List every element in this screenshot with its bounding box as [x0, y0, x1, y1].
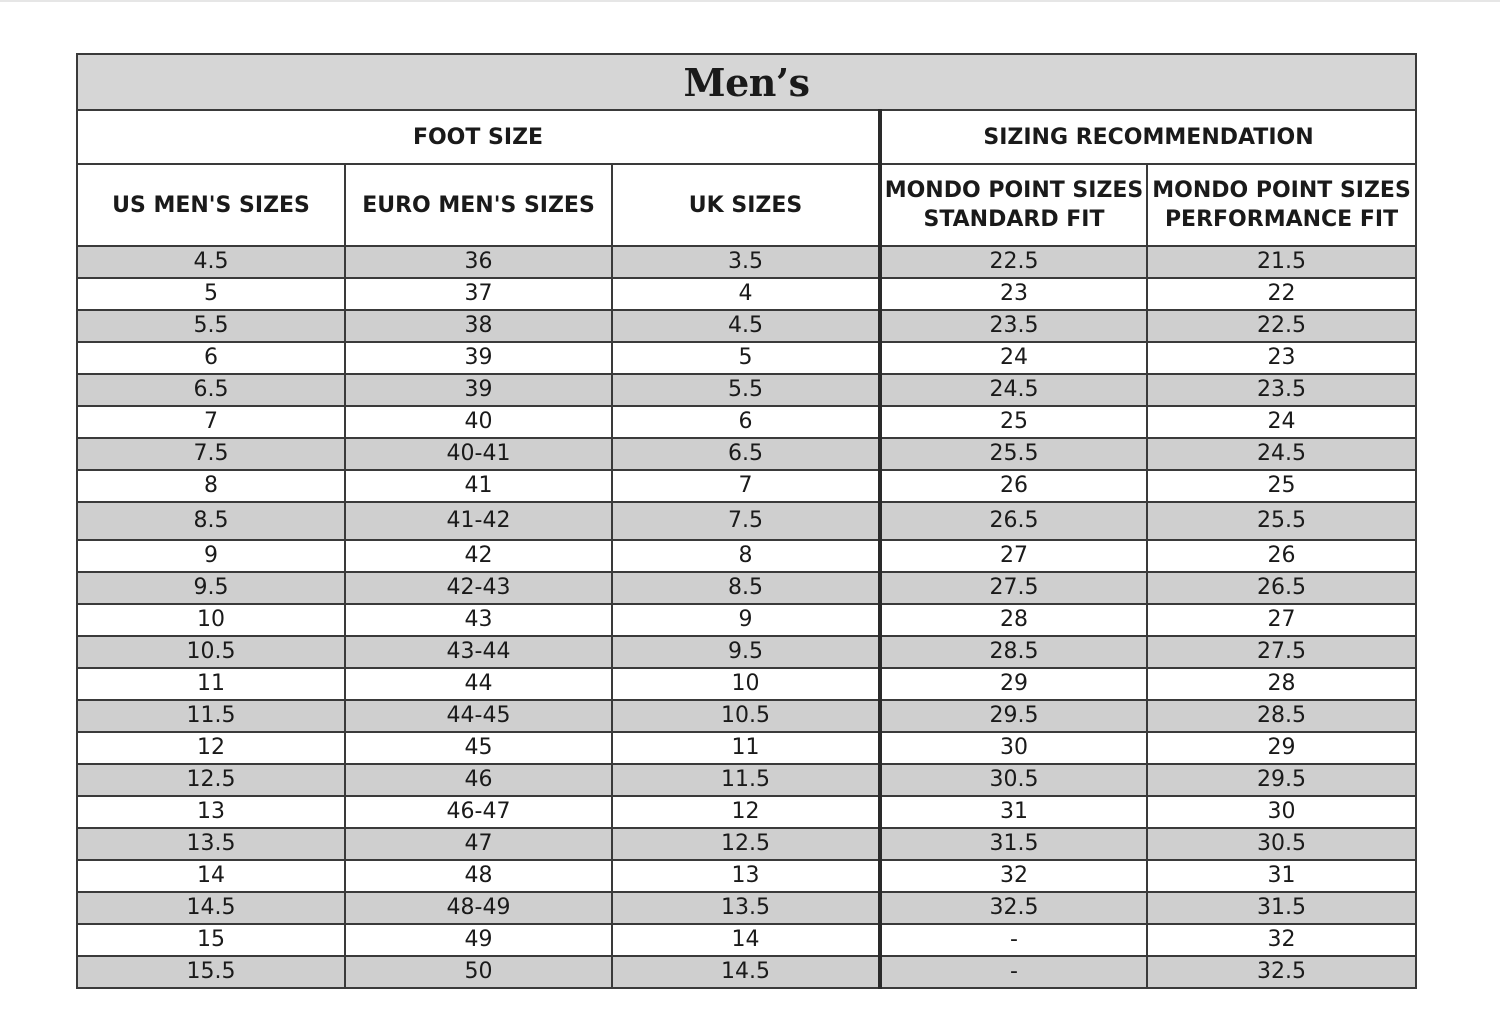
table-row [77, 796, 1416, 828]
mondo-performance-cell: 25 [1147, 470, 1416, 502]
mondo-performance-cell: 23 [1147, 342, 1416, 374]
us-size-cell: 6.5 [77, 374, 345, 406]
mondo-standard-cell: 23.5 [880, 310, 1147, 342]
euro-size-cell: 39 [345, 342, 612, 374]
mondo-standard-cell: 32.5 [880, 892, 1147, 924]
mondo-performance-cell: 22.5 [1147, 310, 1416, 342]
uk-size-cell: 6 [612, 406, 880, 438]
foot-size-header: FOOT SIZE [77, 110, 880, 164]
us-size-cell: 14 [77, 860, 345, 892]
mondo-performance-cell: 26.5 [1147, 572, 1416, 604]
uk-size-cell: 5 [612, 342, 880, 374]
table-row [77, 732, 1416, 764]
euro-size-cell: 42 [345, 540, 612, 572]
table-row [77, 572, 1416, 604]
table-row [77, 310, 1416, 342]
us-sizes-header: US MEN'S SIZES [77, 164, 345, 246]
mondo-performance-cell: 30 [1147, 796, 1416, 828]
mondo-performance-cell: 28 [1147, 668, 1416, 700]
uk-size-cell: 14 [612, 924, 880, 956]
mondo-performance-cell: 26 [1147, 540, 1416, 572]
mondo-standard-cell: 25 [880, 406, 1147, 438]
euro-size-cell: 44 [345, 668, 612, 700]
us-size-cell: 13.5 [77, 828, 345, 860]
us-size-cell: 9 [77, 540, 345, 572]
us-size-cell: 11 [77, 668, 345, 700]
mondo-standard-header [880, 164, 1147, 246]
mondo-performance-cell: 27 [1147, 604, 1416, 636]
euro-size-cell: 48 [345, 860, 612, 892]
uk-size-cell: 5.5 [612, 374, 880, 406]
table-row [77, 246, 1416, 278]
us-size-cell: 13 [77, 796, 345, 828]
mondo-performance-cell: 24.5 [1147, 438, 1416, 470]
euro-size-cell: 46 [345, 764, 612, 796]
euro-size-cell: 40 [345, 406, 612, 438]
uk-size-cell: 10.5 [612, 700, 880, 732]
table-row [77, 892, 1416, 924]
mondo-standard-cell: 29 [880, 668, 1147, 700]
mondo-standard-cell: 27 [880, 540, 1147, 572]
mondo-standard-cell: 27.5 [880, 572, 1147, 604]
table-row [77, 406, 1416, 438]
euro-size-cell: 42-43 [345, 572, 612, 604]
table-row [77, 636, 1416, 668]
table-row [77, 540, 1416, 572]
mondo-standard-cell: 26 [880, 470, 1147, 502]
mondo-standard-cell: 28 [880, 604, 1147, 636]
mondo-standard-cell: - [880, 924, 1147, 956]
table-row [77, 470, 1416, 502]
table-row [77, 668, 1416, 700]
uk-size-cell: 10 [612, 668, 880, 700]
table-row [77, 700, 1416, 732]
mondo-standard-cell: 24.5 [880, 374, 1147, 406]
euro-size-cell: 38 [345, 310, 612, 342]
mondo-standard-cell: 32 [880, 860, 1147, 892]
mondo-standard-header-line1: MONDO POINT SIZES [884, 178, 1144, 203]
euro-size-cell: 40-41 [345, 438, 612, 470]
mondo-performance-cell: 25.5 [1147, 502, 1416, 540]
euro-size-cell: 48-49 [345, 892, 612, 924]
uk-size-cell: 9 [612, 604, 880, 636]
mondo-standard-cell: 26.5 [880, 502, 1147, 540]
us-size-cell: 15.5 [77, 956, 345, 988]
table-row [77, 342, 1416, 374]
uk-size-cell: 6.5 [612, 438, 880, 470]
size-rows [77, 246, 1416, 988]
table-row [77, 764, 1416, 796]
euro-sizes-header: EURO MEN'S SIZES [345, 164, 612, 246]
table-row [77, 956, 1416, 988]
mondo-performance-cell: 32 [1147, 924, 1416, 956]
us-size-cell: 5 [77, 278, 345, 310]
table-row [77, 828, 1416, 860]
mondo-standard-cell: 23 [880, 278, 1147, 310]
mondo-standard-cell: 29.5 [880, 700, 1147, 732]
euro-size-cell: 43-44 [345, 636, 612, 668]
euro-size-cell: 45 [345, 732, 612, 764]
mondo-performance-cell: 28.5 [1147, 700, 1416, 732]
euro-size-cell: 41 [345, 470, 612, 502]
euro-size-cell: 47 [345, 828, 612, 860]
mondo-standard-header-line2: STANDARD FIT [923, 207, 1105, 232]
mondo-standard-cell: 30 [880, 732, 1147, 764]
mondo-performance-header-line2: PERFORMANCE FIT [1164, 207, 1399, 232]
uk-size-cell: 9.5 [612, 636, 880, 668]
us-size-cell: 12 [77, 732, 345, 764]
mondo-performance-cell: 30.5 [1147, 828, 1416, 860]
mondo-performance-cell: 22 [1147, 278, 1416, 310]
us-size-cell: 10.5 [77, 636, 345, 668]
chart-title: Men’s [77, 54, 1416, 110]
mondo-standard-cell: 31.5 [880, 828, 1147, 860]
mondo-performance-header-line1: MONDO POINT SIZES [1152, 178, 1411, 203]
sizing-recommendation-header: SIZING RECOMMENDATION [880, 110, 1416, 164]
uk-size-cell: 12.5 [612, 828, 880, 860]
uk-size-cell: 8 [612, 540, 880, 572]
us-size-cell: 11.5 [77, 700, 345, 732]
euro-size-cell: 37 [345, 278, 612, 310]
mondo-performance-cell: 29 [1147, 732, 1416, 764]
uk-size-cell: 4.5 [612, 310, 880, 342]
table-row [77, 924, 1416, 956]
us-size-cell: 8.5 [77, 502, 345, 540]
us-size-cell: 5.5 [77, 310, 345, 342]
mondo-performance-cell: 27.5 [1147, 636, 1416, 668]
mondo-standard-cell: 30.5 [880, 764, 1147, 796]
mondo-performance-cell: 23.5 [1147, 374, 1416, 406]
us-size-cell: 10 [77, 604, 345, 636]
us-size-cell: 9.5 [77, 572, 345, 604]
us-size-cell: 14.5 [77, 892, 345, 924]
euro-size-cell: 46-47 [345, 796, 612, 828]
mondo-performance-cell: 32.5 [1147, 956, 1416, 988]
euro-size-cell: 36 [345, 246, 612, 278]
euro-size-cell: 43 [345, 604, 612, 636]
euro-size-cell: 49 [345, 924, 612, 956]
mondo-performance-cell: 31 [1147, 860, 1416, 892]
mondo-performance-cell: 21.5 [1147, 246, 1416, 278]
mondo-standard-cell: 24 [880, 342, 1147, 374]
mondo-standard-cell: 28.5 [880, 636, 1147, 668]
mens-size-chart [76, 53, 1417, 989]
uk-size-cell: 14.5 [612, 956, 880, 988]
mondo-performance-cell: 31.5 [1147, 892, 1416, 924]
uk-size-cell: 11 [612, 732, 880, 764]
us-size-cell: 7 [77, 406, 345, 438]
us-size-cell: 12.5 [77, 764, 345, 796]
mondo-standard-cell: 31 [880, 796, 1147, 828]
euro-size-cell: 39 [345, 374, 612, 406]
us-size-cell: 15 [77, 924, 345, 956]
us-size-cell: 7.5 [77, 438, 345, 470]
table-row [77, 438, 1416, 470]
uk-size-cell: 7 [612, 470, 880, 502]
euro-size-cell: 41-42 [345, 502, 612, 540]
us-size-cell: 8 [77, 470, 345, 502]
mondo-performance-cell: 29.5 [1147, 764, 1416, 796]
mondo-performance-header [1147, 164, 1416, 246]
uk-size-cell: 4 [612, 278, 880, 310]
mondo-performance-cell: 24 [1147, 406, 1416, 438]
mondo-standard-cell: 25.5 [880, 438, 1147, 470]
mondo-standard-cell: 22.5 [880, 246, 1147, 278]
table-row [77, 604, 1416, 636]
uk-size-cell: 11.5 [612, 764, 880, 796]
uk-size-cell: 12 [612, 796, 880, 828]
euro-size-cell: 44-45 [345, 700, 612, 732]
uk-size-cell: 13.5 [612, 892, 880, 924]
top-divider [0, 0, 1500, 2]
table-row [77, 374, 1416, 406]
uk-size-cell: 13 [612, 860, 880, 892]
table-row [77, 502, 1416, 540]
uk-sizes-header: UK SIZES [612, 164, 880, 246]
us-size-cell: 4.5 [77, 246, 345, 278]
table-row [77, 278, 1416, 310]
us-size-cell: 6 [77, 342, 345, 374]
uk-size-cell: 3.5 [612, 246, 880, 278]
mondo-standard-cell: - [880, 956, 1147, 988]
uk-size-cell: 7.5 [612, 502, 880, 540]
table-row [77, 860, 1416, 892]
euro-size-cell: 50 [345, 956, 612, 988]
uk-size-cell: 8.5 [612, 572, 880, 604]
